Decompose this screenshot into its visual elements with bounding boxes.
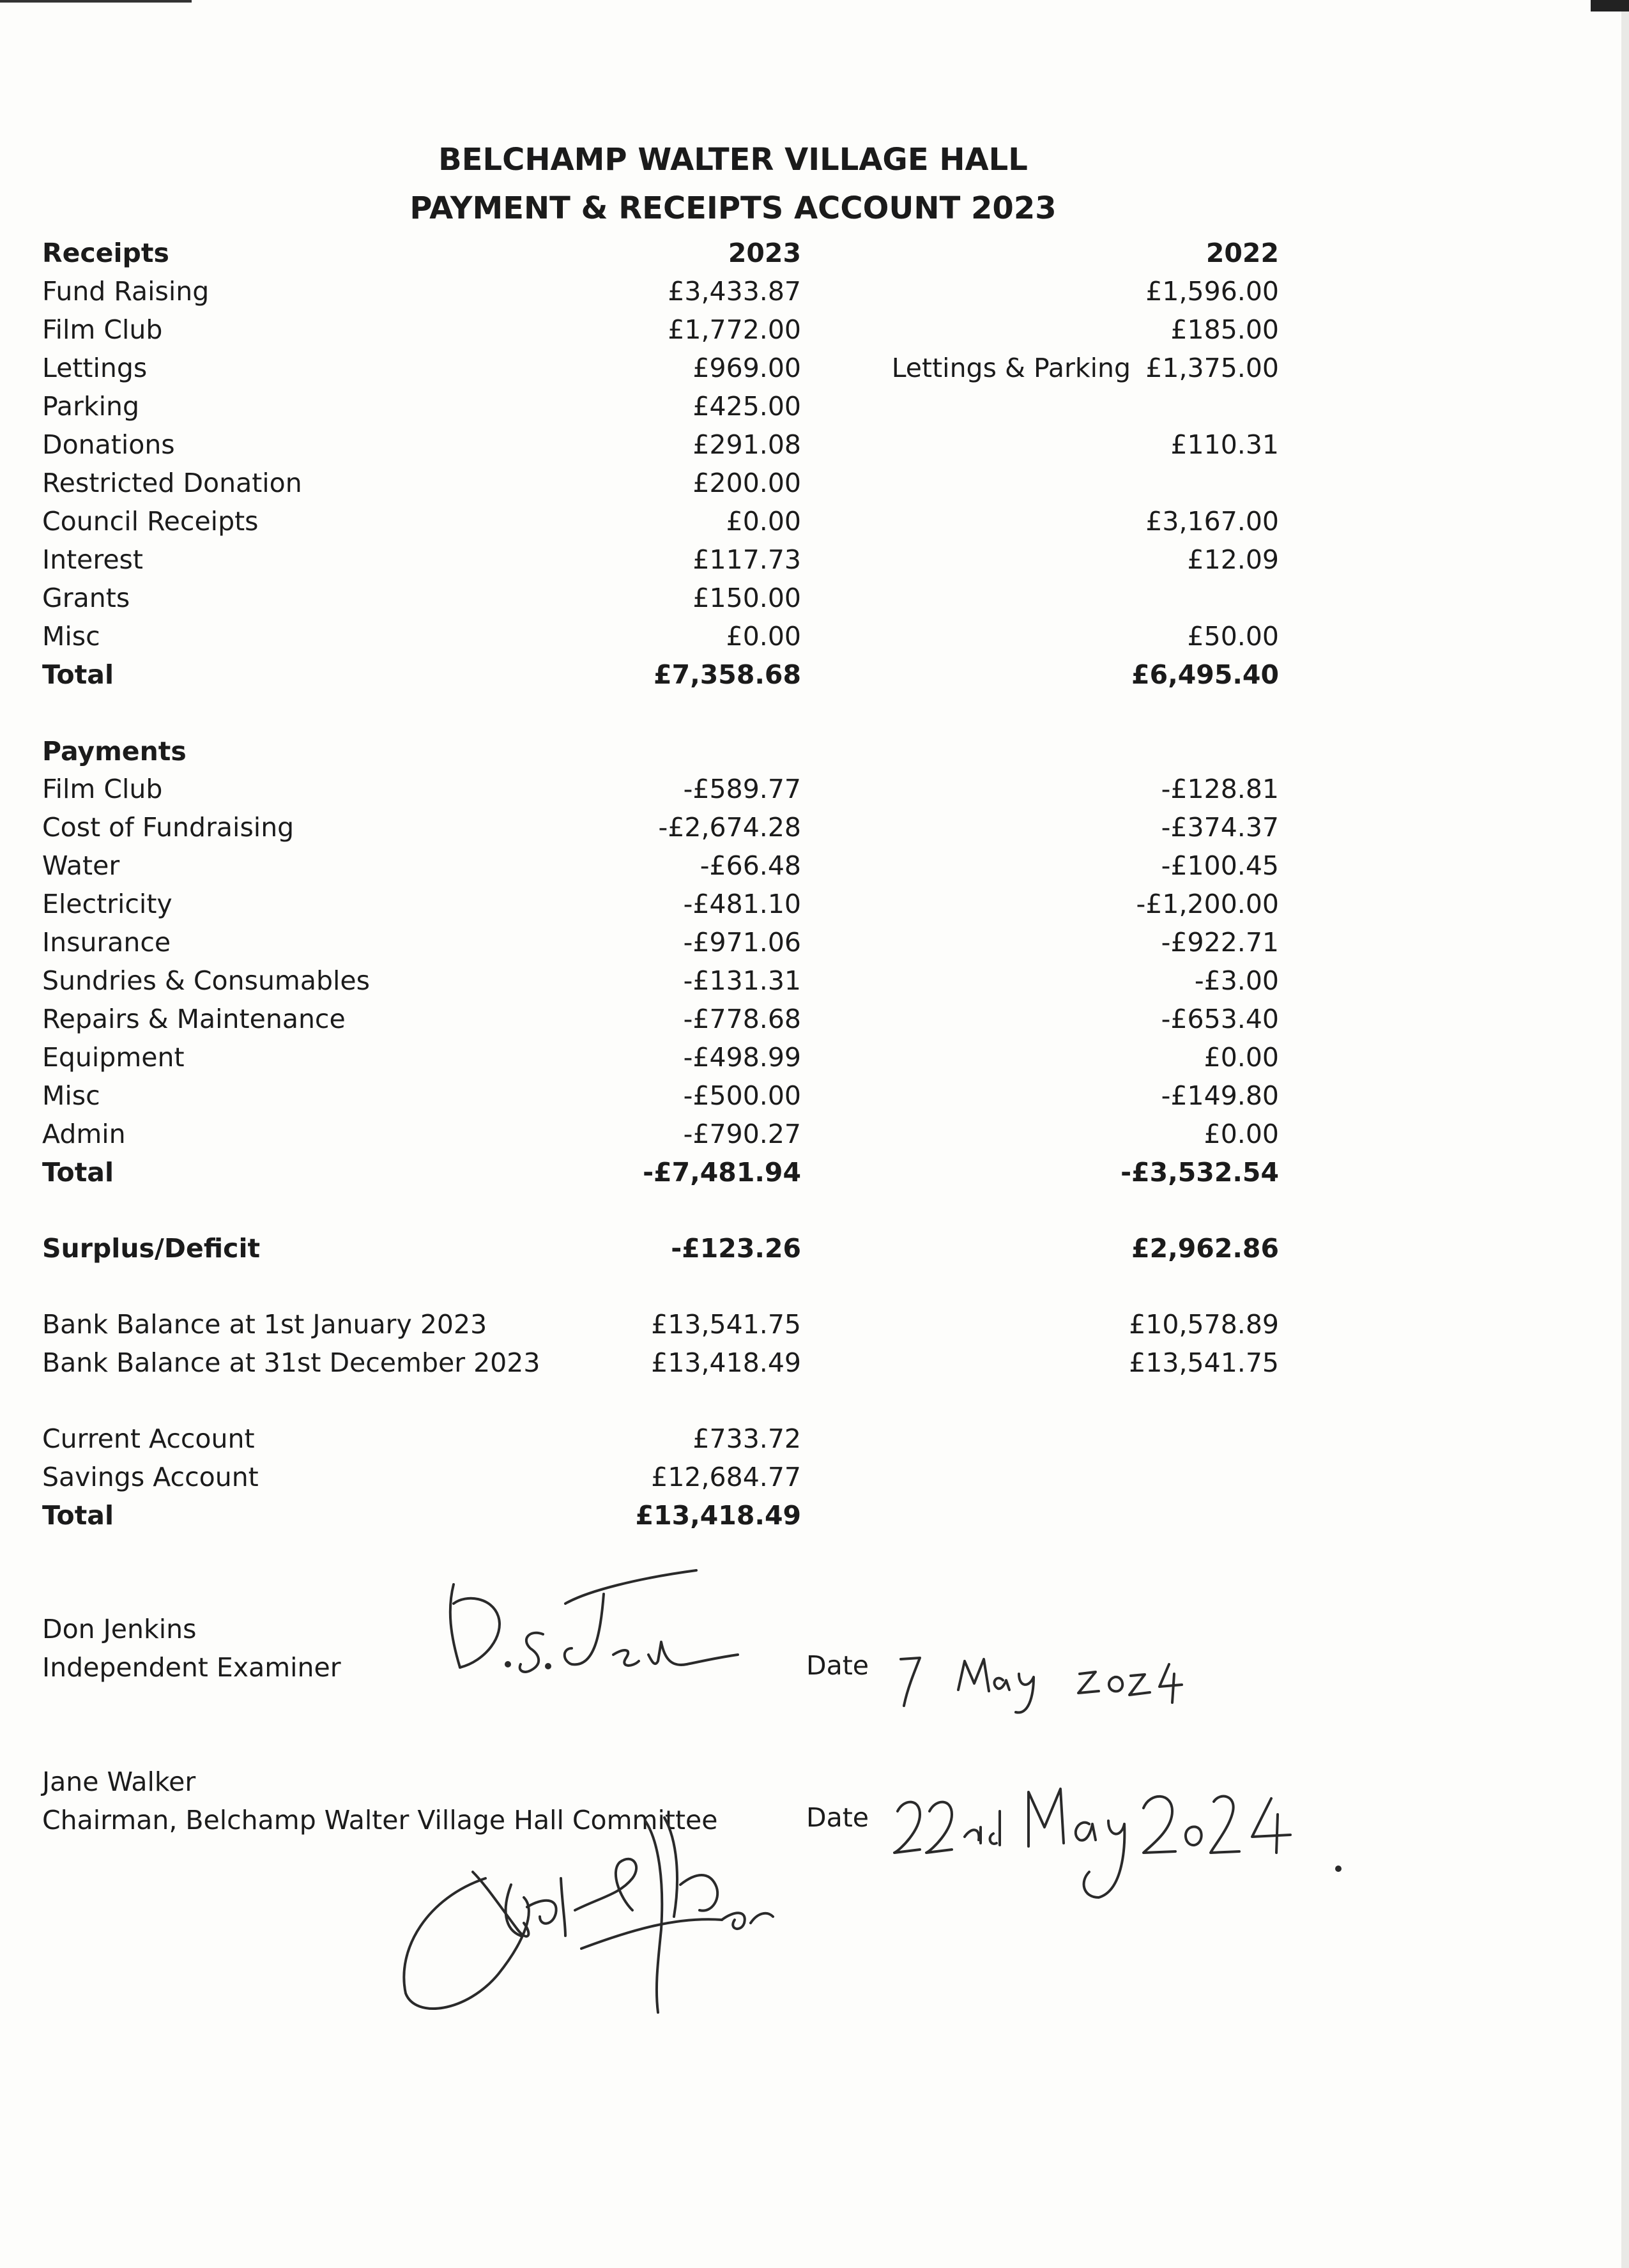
- payment-row: [0, 847, 1629, 885]
- payments-header-row: [0, 732, 1629, 770]
- total-2022: £6,495.40: [1131, 659, 1279, 690]
- examiner-role: Independent Examiner: [42, 1652, 341, 1683]
- accounts-total-row: [0, 1496, 1629, 1535]
- scan-edge-mark: [0, 0, 192, 3]
- chairman-name-row: [0, 1763, 1629, 1801]
- value-2023: £200.00: [692, 468, 801, 498]
- value-2023: £0.00: [726, 506, 801, 537]
- payment-row: [0, 770, 1629, 808]
- receipt-row: [0, 579, 1629, 617]
- row-label: Repairs & Maintenance: [42, 1004, 346, 1034]
- chairman-role: Chairman, Belchamp Walter Village Hall Committee: [42, 1805, 718, 1835]
- payment-row: [0, 1115, 1629, 1153]
- value-2022: £50.00: [1187, 621, 1279, 652]
- value-2023: £13,541.75: [651, 1309, 801, 1340]
- payment-row: [0, 962, 1629, 1000]
- row-label: Savings Account: [42, 1462, 259, 1492]
- examiner-date-label: Date: [806, 1650, 869, 1681]
- column-2022-heading: 2022: [1205, 238, 1279, 268]
- value-2023: £425.00: [692, 391, 801, 422]
- value-2022: £13,541.75: [1129, 1347, 1279, 1378]
- row-label: Sundries & Consumables: [42, 965, 371, 996]
- row-label: Film Club: [42, 314, 163, 345]
- receipt-row: [0, 349, 1629, 387]
- row-label: Lettings: [42, 353, 148, 383]
- total-2023: £7,358.68: [654, 659, 801, 690]
- surplus-deficit-row: [0, 1229, 1629, 1268]
- row-label: Bank Balance at 31st December 2023: [42, 1347, 540, 1378]
- value-2023: -£778.68: [683, 1004, 801, 1034]
- receipt-row: [0, 425, 1629, 464]
- receipt-row: [0, 617, 1629, 655]
- receipt-row: [0, 387, 1629, 425]
- value-2022: £0.00: [1204, 1042, 1279, 1073]
- account-row: [0, 1420, 1629, 1458]
- payments-total-row: [0, 1153, 1629, 1191]
- row-label: Donations: [42, 429, 175, 460]
- value-2023: £117.73: [692, 544, 801, 575]
- value-2023: -£123.26: [671, 1233, 801, 1264]
- row-label: Insurance: [42, 927, 171, 958]
- value-2022: £12.09: [1187, 544, 1279, 575]
- examiner-date-handwritten: [888, 1645, 1220, 1728]
- payment-row: [0, 808, 1629, 847]
- payment-row: [0, 923, 1629, 962]
- bank-balance-row: [0, 1344, 1629, 1382]
- receipts-total-row: [0, 655, 1629, 694]
- payment-row: [0, 1000, 1629, 1038]
- value-2023: £3,433.87: [668, 276, 801, 307]
- chairman-signature: [390, 1802, 850, 2032]
- scan-corner-mark: [1591, 0, 1629, 11]
- row-label: Total: [42, 1157, 114, 1188]
- row-label: Grants: [42, 583, 130, 613]
- value-2022: £1,375.00: [1145, 353, 1279, 383]
- receipt-row: [0, 502, 1629, 540]
- row-label: Misc: [42, 1080, 100, 1111]
- value-2022: £2,962.86: [1131, 1233, 1279, 1264]
- row-label: Electricity: [42, 889, 172, 919]
- row-label: Equipment: [42, 1042, 185, 1073]
- value-2023: £13,418.49: [651, 1347, 801, 1378]
- account-row: [0, 1458, 1629, 1496]
- receipt-row: [0, 464, 1629, 502]
- row-label: Misc: [42, 621, 100, 652]
- total-2023: £13,418.49: [635, 1500, 801, 1531]
- value-2023: £0.00: [726, 621, 801, 652]
- value-2023: £291.08: [692, 429, 801, 460]
- payment-row: [0, 1038, 1629, 1077]
- value-2022: £1,596.00: [1145, 276, 1279, 307]
- value-2023: £733.72: [692, 1423, 801, 1454]
- row-label: Bank Balance at 1st January 2023: [42, 1309, 487, 1340]
- value-2023: -£2,674.28: [658, 812, 801, 843]
- row-label: Interest: [42, 544, 143, 575]
- value-2023: £1,772.00: [668, 314, 801, 345]
- value-2022: -£653.40: [1161, 1004, 1279, 1034]
- examiner-signature: [434, 1559, 767, 1693]
- value-2023: -£66.48: [700, 850, 801, 881]
- value-2022: -£128.81: [1161, 774, 1279, 804]
- total-2022: -£3,532.54: [1120, 1157, 1279, 1188]
- value-2023: -£481.10: [683, 889, 801, 919]
- examiner-name: Don Jenkins: [42, 1614, 197, 1644]
- value-2022: -£149.80: [1161, 1080, 1279, 1111]
- receipt-row: [0, 310, 1629, 349]
- combined-category-label: Lettings & Parking: [891, 353, 1131, 383]
- row-label: Film Club: [42, 774, 163, 804]
- value-2023: £12,684.77: [651, 1462, 801, 1492]
- row-label: Fund Raising: [42, 276, 210, 307]
- value-2022: -£374.37: [1161, 812, 1279, 843]
- bank-balance-row: [0, 1305, 1629, 1344]
- chairman-date-handwritten: [869, 1763, 1367, 1910]
- row-label: Total: [42, 1500, 114, 1531]
- payments-heading: Payments: [42, 736, 187, 767]
- examiner-name-row: [0, 1610, 1629, 1648]
- payment-row: [0, 885, 1629, 923]
- chairman-date-label: Date: [806, 1802, 869, 1833]
- value-2022: £185.00: [1170, 314, 1279, 345]
- payment-row: [0, 1077, 1629, 1115]
- row-label: Restricted Donation: [42, 468, 302, 498]
- value-2023: -£589.77: [683, 774, 801, 804]
- value-2022: -£100.45: [1161, 850, 1279, 881]
- value-2023: £150.00: [692, 583, 801, 613]
- column-2023-heading: 2023: [728, 238, 801, 268]
- receipt-row: [0, 540, 1629, 579]
- value-2022: £0.00: [1204, 1119, 1279, 1149]
- row-label: Current Account: [42, 1423, 255, 1454]
- value-2022: £3,167.00: [1145, 506, 1279, 537]
- receipts-header-row: [0, 234, 1629, 272]
- value-2023: -£971.06: [683, 927, 801, 958]
- row-label: Admin: [42, 1119, 126, 1149]
- value-2022: -£922.71: [1161, 927, 1279, 958]
- value-2023: -£790.27: [683, 1119, 801, 1149]
- row-label: Parking: [42, 391, 140, 422]
- value-2023: -£131.31: [683, 965, 801, 996]
- receipt-row: [0, 272, 1629, 310]
- value-2022: -£1,200.00: [1136, 889, 1279, 919]
- row-label: Council Receipts: [42, 506, 259, 537]
- value-2023: -£500.00: [683, 1080, 801, 1111]
- row-label: Cost of Fundraising: [42, 812, 294, 843]
- receipts-heading: Receipts: [42, 238, 169, 268]
- value-2023: £969.00: [692, 353, 801, 383]
- chairman-name: Jane Walker: [42, 1766, 196, 1797]
- value-2022: £10,578.89: [1129, 1309, 1279, 1340]
- row-label: Surplus/Deficit: [42, 1233, 261, 1264]
- document-title: BELCHAMP WALTER VILLAGE HALL: [438, 142, 1028, 178]
- row-label: Total: [42, 659, 114, 690]
- total-2023: -£7,481.94: [643, 1157, 801, 1188]
- value-2022: £110.31: [1170, 429, 1279, 460]
- row-label: Water: [42, 850, 120, 881]
- document-subtitle: PAYMENT & RECEIPTS ACCOUNT 2023: [409, 190, 1057, 226]
- value-2023: -£498.99: [683, 1042, 801, 1073]
- value-2022: -£3.00: [1194, 965, 1279, 996]
